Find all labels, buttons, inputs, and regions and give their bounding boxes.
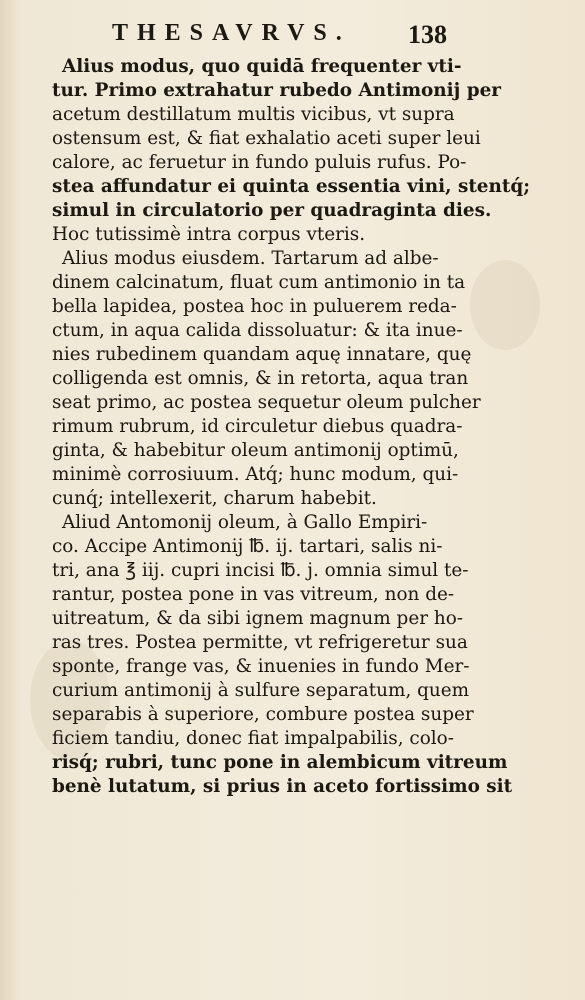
paper-stain	[470, 260, 540, 350]
text-line: ras tres. Postea permitte, vt refrigeretur sua	[52, 632, 468, 653]
text-line: curium antimonij à sulfure separatum, quem	[52, 680, 470, 701]
paragraph	[52, 511, 513, 799]
text-line: nies rubedinem quandam aquę innatare, quę	[52, 344, 472, 365]
body-text	[52, 55, 531, 799]
text-line: ostensum est, & fiat exhalatio aceti super leui	[52, 128, 481, 149]
text-line: colligenda est omnis, & in retorta, aqua tran	[52, 368, 469, 389]
text-line: rantur, postea pone in vas vitreum, non de-	[52, 584, 455, 605]
text-line: simul in circulatorio per quadraginta dies.	[52, 200, 492, 221]
running-head	[0, 20, 585, 54]
text-line: seat primo, ac postea sequetur oleum pulcher	[52, 392, 481, 413]
paragraph	[52, 247, 481, 511]
paragraph	[52, 55, 531, 247]
text-line: tur. Primo extrahatur rubedo Antimonij per	[52, 80, 501, 101]
text-line: ctum, in aqua calida dissoluatur: & ita inue-	[52, 320, 463, 341]
page-number: 138	[408, 20, 447, 49]
text-line: rimum rubrum, id circuletur diebus quadra-	[52, 416, 463, 437]
text-line: separabis à superiore, combure postea super	[52, 704, 474, 725]
text-line: benè lutatum, si prius in aceto fortissimo sit	[52, 776, 513, 797]
text-line: cunq́; intellexerit, charum habebit.	[52, 488, 377, 509]
running-title: THESAVRVS.	[112, 20, 351, 46]
text-line: bella lapidea, postea hoc in puluerem reda-	[52, 296, 457, 317]
text-line: acetum destillatum multis vicibus, vt supra	[52, 104, 455, 125]
text-line: co. Accipe Antimonij ℔. ij. tartari, salis ni-	[52, 536, 443, 557]
text-line: stea affundatur ei quinta essentia vini, stentq́;	[52, 176, 531, 197]
text-line: calore, ac feruetur in fundo puluis rufus. Po-	[52, 152, 467, 173]
text-line: ginta, & habebitur oleum antimonij optimū,	[52, 440, 459, 461]
text-line: risq́; rubri, tunc pone in alembicum vitreum	[52, 752, 508, 773]
text-line: Hoc tutissimè intra corpus vteris.	[52, 224, 366, 245]
text-line: Aliud Antomonij oleum, à Gallo Empiri-	[62, 512, 428, 533]
text-line: tri, ana ℥ iij. cupri incisi ℔. j. omnia simul te-	[52, 560, 469, 581]
text-line: uitreatum, & da sibi ignem magnum per ho-	[52, 608, 463, 629]
text-line: minimè corrosiuum. Atq́; hunc modum, qui-	[52, 464, 459, 485]
text-line: Alius modus, quo quidā frequenter vti-	[62, 56, 462, 77]
text-line: dinem calcinatum, fluat cum antimonio in ta	[52, 272, 466, 293]
text-line: Alius modus eiusdem. Tartarum ad albe-	[62, 248, 439, 269]
text-line: sponte, frange vas, & inuenies in fundo Mer-	[52, 656, 470, 677]
text-line: ficiem tandiu, donec fiat impalpabilis, colo-	[52, 728, 454, 749]
